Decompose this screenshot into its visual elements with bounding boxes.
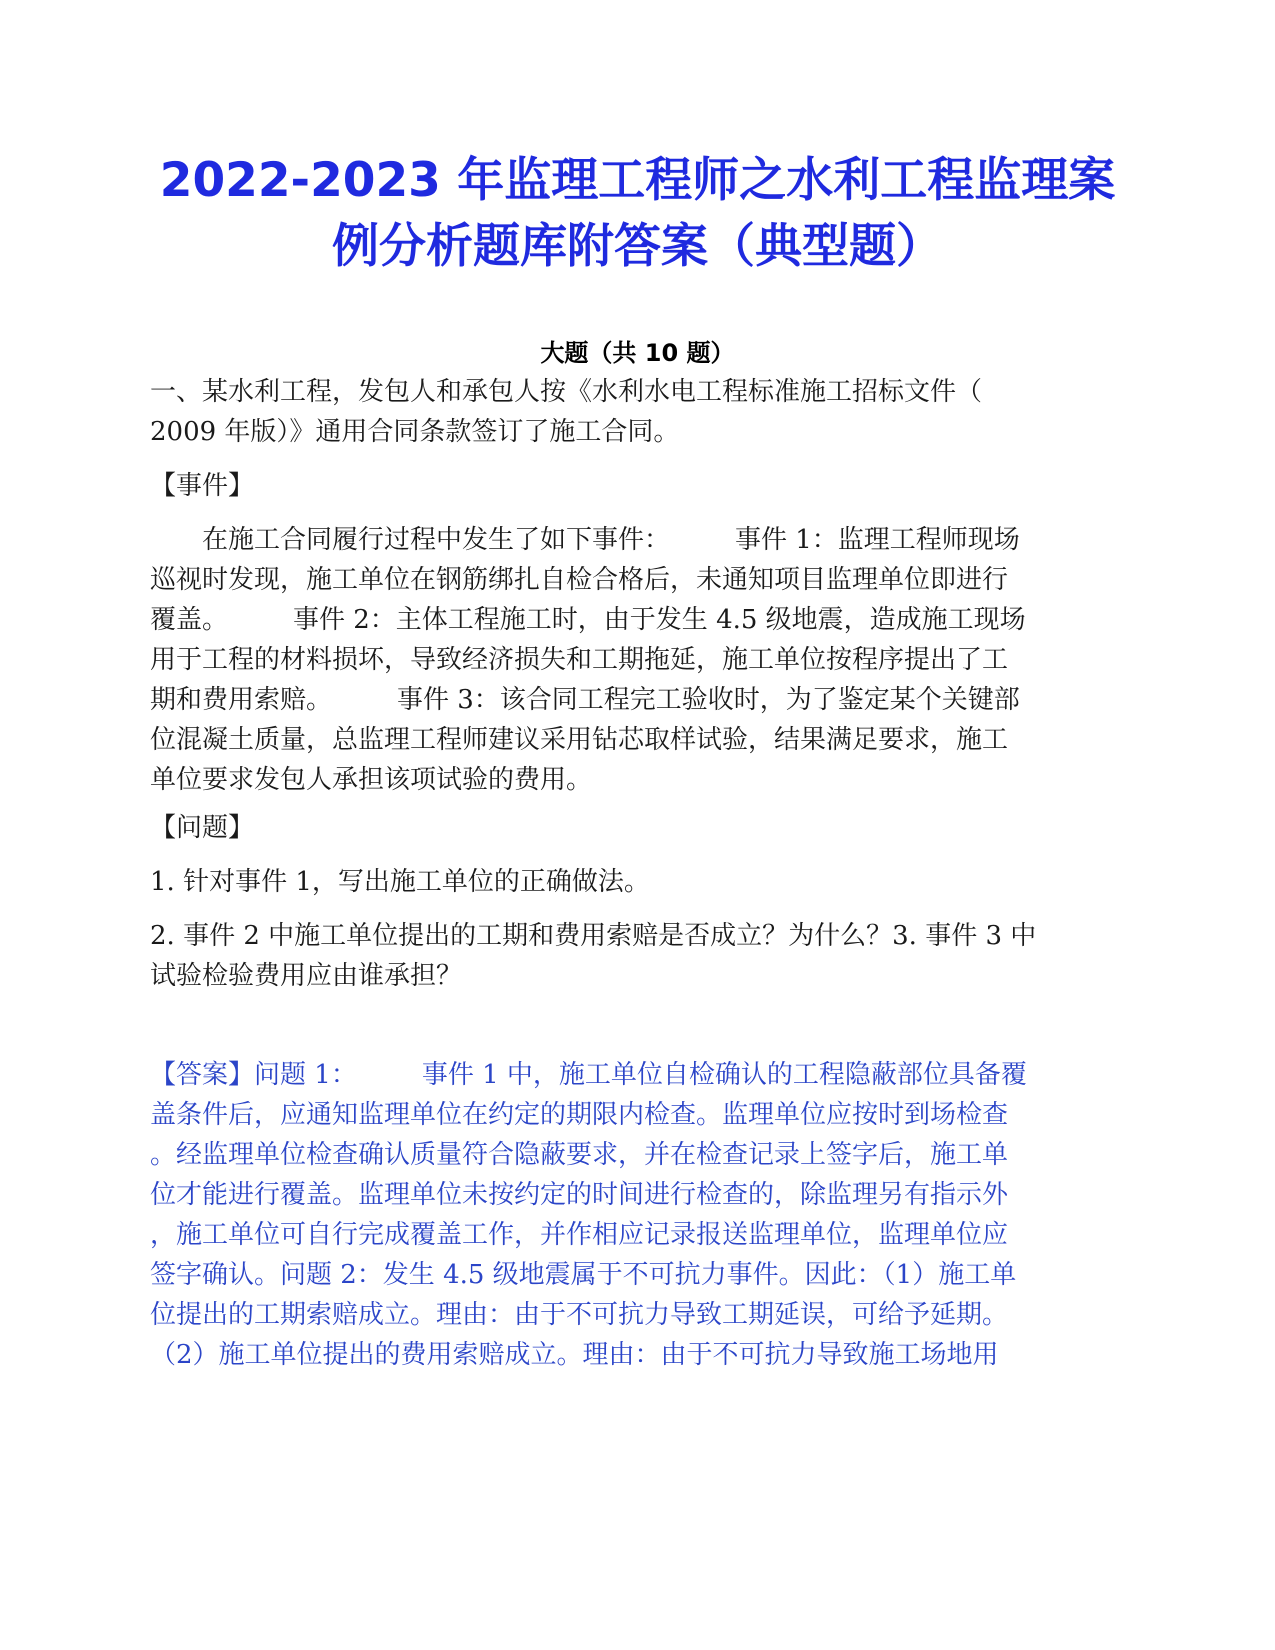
title-line-2: 例分析题库附答案（典型题） xyxy=(332,219,943,274)
question-item-2-3 xyxy=(150,916,1125,996)
answer-line: （2）施工单位提出的费用索赔成立。理由：由于不可抗力导致施工场地用 xyxy=(150,1340,999,1370)
answer-line: 盖条件后，应通知监理单位在约定的期限内检查。监理单位应按时到场检查 xyxy=(150,1100,1009,1130)
question-item-1 xyxy=(150,862,1125,902)
answer-paragraph xyxy=(150,1055,1125,1375)
answer-line: 位才能进行覆盖。监理单位未按约定的时间进行检查的，除监理另有指示外 xyxy=(150,1180,1009,1210)
answer-tag: 【答案】 xyxy=(150,1060,255,1090)
events-tag-text: 【事件】 xyxy=(150,471,255,501)
answer-line-text: 问题 1： 事件 1 中，施工单位自检确认的工程隐蔽部位具备覆 xyxy=(254,1060,1027,1090)
questions-tag-text: 【问题】 xyxy=(150,813,255,843)
events-line: 在施工合同履行过程中发生了如下事件： 事件 1：监理工程师现场 xyxy=(150,525,1020,555)
question-intro xyxy=(150,372,1125,452)
events-paragraph xyxy=(150,520,1125,800)
events-line: 单位要求发包人承担该项试验的费用。 xyxy=(150,765,593,795)
events-line: 用于工程的材料损坏，导致经济损失和工期拖延，施工单位按程序提出了工 xyxy=(150,645,1009,675)
events-line: 位混凝土质量，总监理工程师建议采用钻芯取样试验，结果满足要求，施工 xyxy=(150,725,1009,755)
intro-line: 一、某水利工程，发包人和承包人按《水利水电工程标准施工招标文件（ xyxy=(150,377,983,407)
questions-tag xyxy=(150,808,1125,848)
answer-line: 。经监理单位检查确认质量符合隐蔽要求，并在检查记录上签字后，施工单 xyxy=(150,1140,1009,1170)
intro-line: 2009 年版）》通用合同条款签订了施工合同。 xyxy=(150,417,680,447)
section-heading: 大题（共 10 题） xyxy=(540,339,735,367)
answer-line: 位提出的工期索赔成立。理由：由于不可抗力导致工期延误，可给予延期。 xyxy=(150,1300,1009,1330)
question-2-3-line: 2. 事件 2 中施工单位提出的工期和费用索赔是否成立？为什么？3. 事件 3 中 xyxy=(150,921,1037,951)
question-1-text: 1. 针对事件 1，写出施工单位的正确做法。 xyxy=(150,867,650,897)
document-title xyxy=(150,148,1125,280)
events-line: 期和费用索赔。 事件 3：该合同工程完工验收时，为了鉴定某个关键部 xyxy=(150,685,1020,715)
events-line: 覆盖。 事件 2：主体工程施工时，由于发生 4.5 级地震，造成施工现场 xyxy=(150,605,1026,635)
answer-line: 签字确认。问题 2：发生 4.5 级地震属于不可抗力事件。因此：（1）施工单 xyxy=(150,1260,1017,1290)
answer-line xyxy=(150,1055,1125,1095)
answer-line: ，施工单位可自行完成覆盖工作，并作相应记录报送监理单位，监理单位应 xyxy=(150,1220,1009,1250)
events-tag xyxy=(150,466,1125,506)
question-2-3-line: 试验检验费用应由谁承担？ xyxy=(150,961,463,991)
title-line-1: 2022-2023 年监理工程师之水利工程监理案 xyxy=(159,153,1116,208)
events-line: 巡视时发现，施工单位在钢筋绑扎自检合格后，未通知项目监理单位即进行 xyxy=(150,565,1009,595)
